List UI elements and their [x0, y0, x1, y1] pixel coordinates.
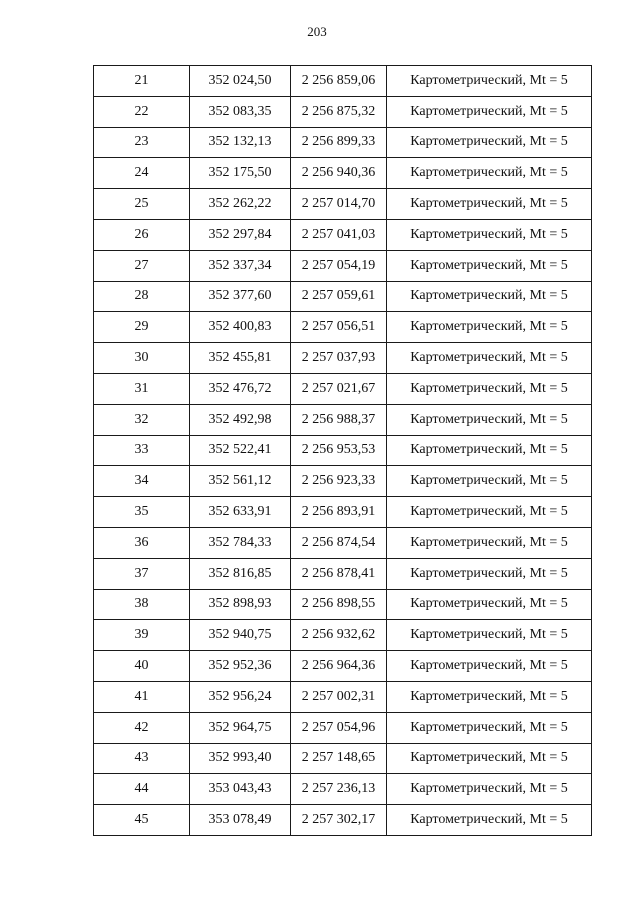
point-number-cell: 43 — [94, 743, 190, 774]
x-coordinate-cell: 352 083,35 — [190, 96, 291, 127]
method-cell: Картометрический, Mt = 5 — [387, 712, 592, 743]
x-coordinate-cell: 352 175,50 — [190, 158, 291, 189]
x-coordinate-cell: 352 455,81 — [190, 343, 291, 374]
method-cell: Картометрический, Mt = 5 — [387, 558, 592, 589]
y-coordinate-cell: 2 256 899,33 — [291, 127, 387, 158]
x-coordinate-cell: 352 940,75 — [190, 620, 291, 651]
y-coordinate-cell: 2 257 056,51 — [291, 312, 387, 343]
method-cell: Картометрический, Mt = 5 — [387, 589, 592, 620]
table-row — [94, 774, 592, 805]
table-row — [94, 527, 592, 558]
method-cell: Картометрический, Mt = 5 — [387, 651, 592, 682]
y-coordinate-cell: 2 256 874,54 — [291, 527, 387, 558]
method-cell: Картометрический, Mt = 5 — [387, 373, 592, 404]
y-coordinate-cell: 2 257 041,03 — [291, 219, 387, 250]
point-number-cell: 39 — [94, 620, 190, 651]
table-row — [94, 743, 592, 774]
table-row — [94, 373, 592, 404]
method-cell: Картометрический, Mt = 5 — [387, 312, 592, 343]
point-number-cell: 33 — [94, 435, 190, 466]
table-row — [94, 127, 592, 158]
y-coordinate-cell: 2 257 021,67 — [291, 373, 387, 404]
x-coordinate-cell: 352 377,60 — [190, 281, 291, 312]
method-cell: Картометрический, Mt = 5 — [387, 66, 592, 97]
point-number-cell: 25 — [94, 189, 190, 220]
x-coordinate-cell: 352 952,36 — [190, 651, 291, 682]
method-cell: Картометрический, Mt = 5 — [387, 281, 592, 312]
point-number-cell: 29 — [94, 312, 190, 343]
x-coordinate-cell: 352 964,75 — [190, 712, 291, 743]
table-row — [94, 712, 592, 743]
table-row — [94, 312, 592, 343]
point-number-cell: 41 — [94, 681, 190, 712]
point-number-cell: 36 — [94, 527, 190, 558]
table-row — [94, 343, 592, 374]
point-number-cell: 21 — [94, 66, 190, 97]
x-coordinate-cell: 352 784,33 — [190, 527, 291, 558]
y-coordinate-cell: 2 257 148,65 — [291, 743, 387, 774]
method-cell: Картометрический, Mt = 5 — [387, 158, 592, 189]
y-coordinate-cell: 2 256 875,32 — [291, 96, 387, 127]
point-number-cell: 32 — [94, 404, 190, 435]
method-cell: Картометрический, Mt = 5 — [387, 681, 592, 712]
x-coordinate-cell: 352 024,50 — [190, 66, 291, 97]
y-coordinate-cell: 2 257 002,31 — [291, 681, 387, 712]
x-coordinate-cell: 352 476,72 — [190, 373, 291, 404]
table-row — [94, 651, 592, 682]
y-coordinate-cell: 2 257 236,13 — [291, 774, 387, 805]
point-number-cell: 37 — [94, 558, 190, 589]
y-coordinate-cell: 2 257 037,93 — [291, 343, 387, 374]
x-coordinate-cell: 352 561,12 — [190, 466, 291, 497]
point-number-cell: 24 — [94, 158, 190, 189]
y-coordinate-cell: 2 257 054,96 — [291, 712, 387, 743]
table-row — [94, 158, 592, 189]
method-cell: Картометрический, Mt = 5 — [387, 743, 592, 774]
table-row — [94, 558, 592, 589]
y-coordinate-cell: 2 257 302,17 — [291, 805, 387, 836]
y-coordinate-cell: 2 256 859,06 — [291, 66, 387, 97]
table-row — [94, 497, 592, 528]
y-coordinate-cell: 2 256 893,91 — [291, 497, 387, 528]
point-number-cell: 38 — [94, 589, 190, 620]
y-coordinate-cell: 2 256 964,36 — [291, 651, 387, 682]
point-number-cell: 27 — [94, 250, 190, 281]
point-number-cell: 44 — [94, 774, 190, 805]
y-coordinate-cell: 2 256 878,41 — [291, 558, 387, 589]
point-number-cell: 26 — [94, 219, 190, 250]
x-coordinate-cell: 352 297,84 — [190, 219, 291, 250]
point-number-cell: 28 — [94, 281, 190, 312]
x-coordinate-cell: 352 337,34 — [190, 250, 291, 281]
y-coordinate-cell: 2 256 940,36 — [291, 158, 387, 189]
x-coordinate-cell: 352 993,40 — [190, 743, 291, 774]
table-row — [94, 681, 592, 712]
method-cell: Картометрический, Mt = 5 — [387, 219, 592, 250]
method-cell: Картометрический, Mt = 5 — [387, 620, 592, 651]
y-coordinate-cell: 2 256 988,37 — [291, 404, 387, 435]
coordinates-table — [93, 65, 592, 836]
table-row — [94, 189, 592, 220]
method-cell: Картометрический, Mt = 5 — [387, 96, 592, 127]
table-row — [94, 96, 592, 127]
x-coordinate-cell: 353 078,49 — [190, 805, 291, 836]
y-coordinate-cell: 2 256 932,62 — [291, 620, 387, 651]
x-coordinate-cell: 352 956,24 — [190, 681, 291, 712]
x-coordinate-cell: 352 633,91 — [190, 497, 291, 528]
y-coordinate-cell: 2 257 059,61 — [291, 281, 387, 312]
method-cell: Картометрический, Mt = 5 — [387, 497, 592, 528]
method-cell: Картометрический, Mt = 5 — [387, 127, 592, 158]
table-row — [94, 466, 592, 497]
table-row — [94, 66, 592, 97]
y-coordinate-cell: 2 256 923,33 — [291, 466, 387, 497]
table-row — [94, 250, 592, 281]
x-coordinate-cell: 353 043,43 — [190, 774, 291, 805]
table-row — [94, 805, 592, 836]
point-number-cell: 30 — [94, 343, 190, 374]
point-number-cell: 40 — [94, 651, 190, 682]
x-coordinate-cell: 352 522,41 — [190, 435, 291, 466]
point-number-cell: 23 — [94, 127, 190, 158]
page-number: 203 — [307, 24, 327, 39]
table-row — [94, 589, 592, 620]
method-cell: Картометрический, Mt = 5 — [387, 466, 592, 497]
x-coordinate-cell: 352 492,98 — [190, 404, 291, 435]
method-cell: Картометрический, Mt = 5 — [387, 250, 592, 281]
y-coordinate-cell: 2 257 014,70 — [291, 189, 387, 220]
table-row — [94, 219, 592, 250]
method-cell: Картометрический, Mt = 5 — [387, 805, 592, 836]
point-number-cell: 34 — [94, 466, 190, 497]
point-number-cell: 31 — [94, 373, 190, 404]
point-number-cell: 45 — [94, 805, 190, 836]
y-coordinate-cell: 2 257 054,19 — [291, 250, 387, 281]
x-coordinate-cell: 352 898,93 — [190, 589, 291, 620]
table-row — [94, 435, 592, 466]
x-coordinate-cell: 352 816,85 — [190, 558, 291, 589]
point-number-cell: 42 — [94, 712, 190, 743]
x-coordinate-cell: 352 132,13 — [190, 127, 291, 158]
method-cell: Картометрический, Mt = 5 — [387, 435, 592, 466]
point-number-cell: 35 — [94, 497, 190, 528]
y-coordinate-cell: 2 256 953,53 — [291, 435, 387, 466]
coordinates-table-body — [94, 66, 592, 836]
y-coordinate-cell: 2 256 898,55 — [291, 589, 387, 620]
point-number-cell: 22 — [94, 96, 190, 127]
table-row — [94, 620, 592, 651]
method-cell: Картометрический, Mt = 5 — [387, 527, 592, 558]
table-row — [94, 281, 592, 312]
x-coordinate-cell: 352 400,83 — [190, 312, 291, 343]
table-row — [94, 404, 592, 435]
method-cell: Картометрический, Mt = 5 — [387, 404, 592, 435]
x-coordinate-cell: 352 262,22 — [190, 189, 291, 220]
method-cell: Картометрический, Mt = 5 — [387, 343, 592, 374]
method-cell: Картометрический, Mt = 5 — [387, 774, 592, 805]
method-cell: Картометрический, Mt = 5 — [387, 189, 592, 220]
